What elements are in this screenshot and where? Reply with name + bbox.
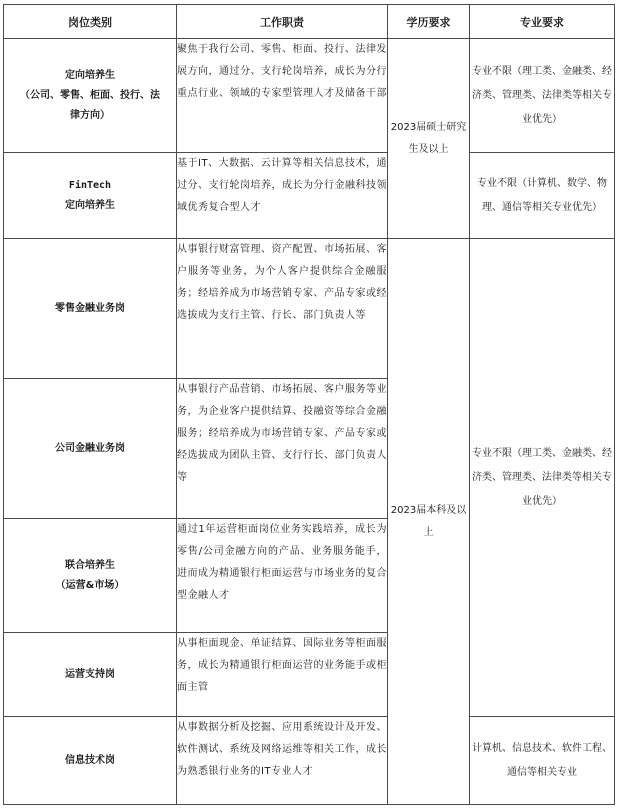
job-requirements-table xyxy=(3,4,615,805)
table-header-row xyxy=(4,5,615,39)
duty-cell: 聚焦于我行公司、零售、柜面、投行、法律发展方向，通过分、支行轮岗培养，成长为分行重点行业、领域的专家型管理人才及储备干部 xyxy=(177,39,388,153)
category-cell xyxy=(4,153,177,239)
category-line: 零售金融业务岗 xyxy=(55,302,125,314)
category-line: 定向培养生 xyxy=(65,199,115,211)
category-cell xyxy=(4,519,177,633)
major-cell: 专业不限（理工类、金融类、经济类、管理类、法律类等相关专业优先） xyxy=(470,39,615,153)
category-line: 运营支持岗 xyxy=(65,668,115,680)
header-major: 专业要求 xyxy=(470,5,615,39)
category-cell xyxy=(4,633,177,717)
category-cell xyxy=(4,239,177,379)
table-row xyxy=(4,153,615,239)
category-line: 定向培养生 xyxy=(65,69,115,81)
category-line: FinTech xyxy=(68,179,112,191)
category-cell xyxy=(4,379,177,519)
major-cell: 计算机、信息技术、软件工程、通信等相关专业 xyxy=(470,717,615,805)
duty-cell: 基于IT、大数据、云计算等相关信息技术，通过分、支行轮岗培养，成长为分行金融科技领域优秀复合型人才 xyxy=(177,153,388,239)
category-line: （公司、零售、柜面、投行、法 xyxy=(20,89,160,101)
category-cell xyxy=(4,39,177,153)
header-category: 岗位类别 xyxy=(4,5,177,39)
education-cell: 2023届本科及以上 xyxy=(388,239,470,805)
major-cell: 专业不限（理工类、金融类、经济类、管理类、法律类等相关专业优先） xyxy=(470,239,615,717)
category-line: 联合培养生 xyxy=(65,559,115,571)
duty-cell: 从事柜面现金、单证结算、国际业务等柜面服务，成长为精通银行柜面运营的业务能手或柜面主管 xyxy=(177,633,388,717)
major-cell: 专业不限（计算机、数学、物理、通信等相关专业优先） xyxy=(470,153,615,239)
duty-cell: 从事数据分析及挖掘、应用系统设计及开发、软件测试、系统及网络运维等相关工作，成长为熟悉银行业务的IT专业人才 xyxy=(177,717,388,805)
category-cell xyxy=(4,717,177,805)
category-line: 信息技术岗 xyxy=(65,754,115,766)
table-row xyxy=(4,717,615,805)
header-duty: 工作职责 xyxy=(177,5,388,39)
category-line: 公司金融业务岗 xyxy=(55,442,125,454)
duty-cell: 通过1年运营柜面岗位业务实践培养，成长为零售/公司金融方向的产品、业务服务能手，进而成为精通银行柜面运营与市场业务的复合型金融人才 xyxy=(177,519,388,633)
table-row xyxy=(4,239,615,379)
duty-cell: 从事银行财富管理、资产配置、市场拓展、客户服务等业务，为个人客户提供综合金融服务；经培养成为市场营销专家、产品专家或经选拔成为支行主管、行长、部门负责人等 xyxy=(177,239,388,379)
table-row xyxy=(4,39,615,153)
category-line: 律方向） xyxy=(70,109,110,121)
duty-cell: 从事银行产品营销、市场拓展、客户服务等业务，为企业客户提供结算、投融资等综合金融服务；经培养成为市场营销专家、产品专家或经选拔成为团队主管、支行行长、部门负责人等 xyxy=(177,379,388,519)
header-education: 学历要求 xyxy=(388,5,470,39)
category-line: （运营&市场） xyxy=(55,579,125,591)
education-cell: 2023届硕士研究生及以上 xyxy=(388,39,470,239)
